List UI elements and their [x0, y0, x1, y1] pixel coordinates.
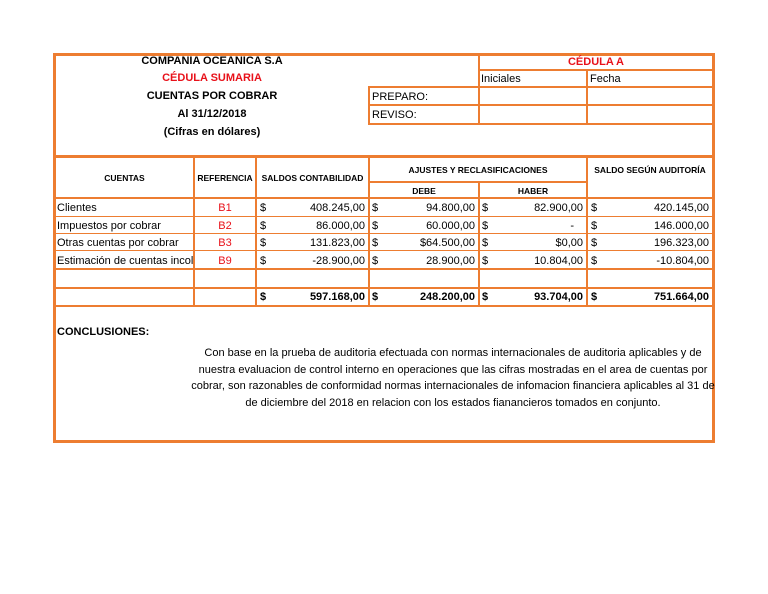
col-header-saldos: SALDOS CONTABILIDAD — [261, 173, 364, 183]
row-impuestos-cuenta: Impuestos por cobrar — [57, 220, 161, 232]
col-header-debe: DEBE — [412, 186, 436, 196]
col-header-haber: HABER — [517, 186, 549, 196]
reviewed-label: REVISO: — [372, 109, 417, 121]
prepared-label: PREPARO: — [372, 91, 429, 103]
total-debe: 248.200,00 — [419, 291, 475, 303]
row-otras-debe: $64.500,00 — [419, 237, 475, 249]
company-name: COMPANIA OCEANICA S.A — [141, 55, 283, 67]
total-haber: 93.704,00 — [534, 291, 583, 303]
total-saldo: 597.168,00 — [309, 291, 365, 303]
row-clientes-haber: 82.900,00 — [534, 202, 583, 214]
row-estimacion-haber: 10.804,00 — [534, 255, 583, 267]
frame-bottom — [53, 440, 715, 443]
currency-sign: $ — [372, 220, 379, 232]
row-estimacion-ref: B9 — [218, 255, 232, 267]
report-title: CUENTAS POR COBRAR — [146, 90, 278, 102]
row-impuestos-haber: - — [570, 220, 574, 232]
row-estimacion-cuenta: Estimación de cuentas incol — [57, 255, 193, 267]
col-header-cuentas: CUENTAS — [104, 173, 145, 183]
col-header-referencia: REFERENCIA — [197, 173, 253, 183]
currency-sign: $ — [591, 220, 598, 232]
row-clientes-saldo: 408.245,00 — [309, 202, 365, 214]
total-auditoria: 751.664,00 — [653, 291, 709, 303]
currency-sign: $ — [372, 202, 379, 214]
currency-sign: $ — [260, 237, 267, 249]
row-estimacion-debe: 28.900,00 — [426, 255, 475, 267]
row-otras-haber: $0,00 — [555, 237, 583, 249]
currency-sign: $ — [591, 237, 598, 249]
currency-sign: $ — [591, 291, 598, 303]
row-clientes-auditoria: 420.145,00 — [653, 202, 709, 214]
row-otras-ref: B3 — [218, 237, 232, 249]
col-header-ajustes: AJUSTES Y RECLASIFICACIONES — [408, 165, 548, 175]
currency-sign: $ — [482, 237, 489, 249]
row-clientes-cuenta: Clientes — [57, 202, 97, 214]
currency-sign: $ — [260, 255, 267, 267]
cedula-sumaria-title: CÉDULA SUMARIA — [162, 72, 262, 84]
col-header-saldo-auditoria: SALDO SEGÚN AUDITORÍA — [594, 165, 706, 175]
conclusions-title: CONCLUSIONES: — [57, 326, 150, 338]
currency-sign: $ — [591, 255, 598, 267]
currency-note: (Cifras en dólares) — [163, 126, 261, 138]
row-impuestos-auditoria: 146.000,00 — [653, 220, 709, 232]
currency-sign: $ — [482, 255, 489, 267]
currency-sign: $ — [372, 291, 379, 303]
cedula-code: CÉDULA A — [567, 56, 624, 68]
row-estimacion-saldo: -28.900,00 — [312, 255, 365, 267]
date-label: Fecha — [590, 73, 621, 85]
currency-sign: $ — [372, 255, 379, 267]
row-estimacion-auditoria: -10.804,00 — [656, 255, 709, 267]
currency-sign: $ — [591, 202, 598, 214]
currency-sign: $ — [260, 202, 267, 214]
currency-sign: $ — [260, 291, 267, 303]
currency-sign: $ — [482, 291, 489, 303]
report-date: Al 31/12/2018 — [177, 108, 247, 120]
row-clientes-ref: B1 — [218, 202, 232, 214]
row-impuestos-ref: B2 — [218, 220, 232, 232]
currency-sign: $ — [260, 220, 267, 232]
row-impuestos-saldo: 86.000,00 — [316, 220, 365, 232]
currency-sign: $ — [482, 202, 489, 214]
conclusions-text: Con base en la prueba de auditoria efectuada con normas internacionales de auditoria aplicables y de nuestra evaluacion de control interno en operaciones que las cifras mostradas en el area de cuentas por cobrar, son razonables de conformidad normas internacionales de infomacion financiera aplicables al 31 de de diciembre del 2018 en relacion con los estados fianancieros tomados en conjunto. — [191, 347, 715, 409]
initials-label: Iniciales — [481, 73, 521, 85]
row-otras-auditoria: 196.323,00 — [653, 237, 709, 249]
row-otras-saldo: 131.823,00 — [309, 237, 365, 249]
currency-sign: $ — [482, 220, 489, 232]
currency-sign: $ — [372, 237, 379, 249]
row-impuestos-debe: 60.000,00 — [426, 220, 475, 232]
row-otras-cuenta: Otras cuentas por cobrar — [57, 237, 179, 249]
row-clientes-debe: 94.800,00 — [426, 202, 475, 214]
